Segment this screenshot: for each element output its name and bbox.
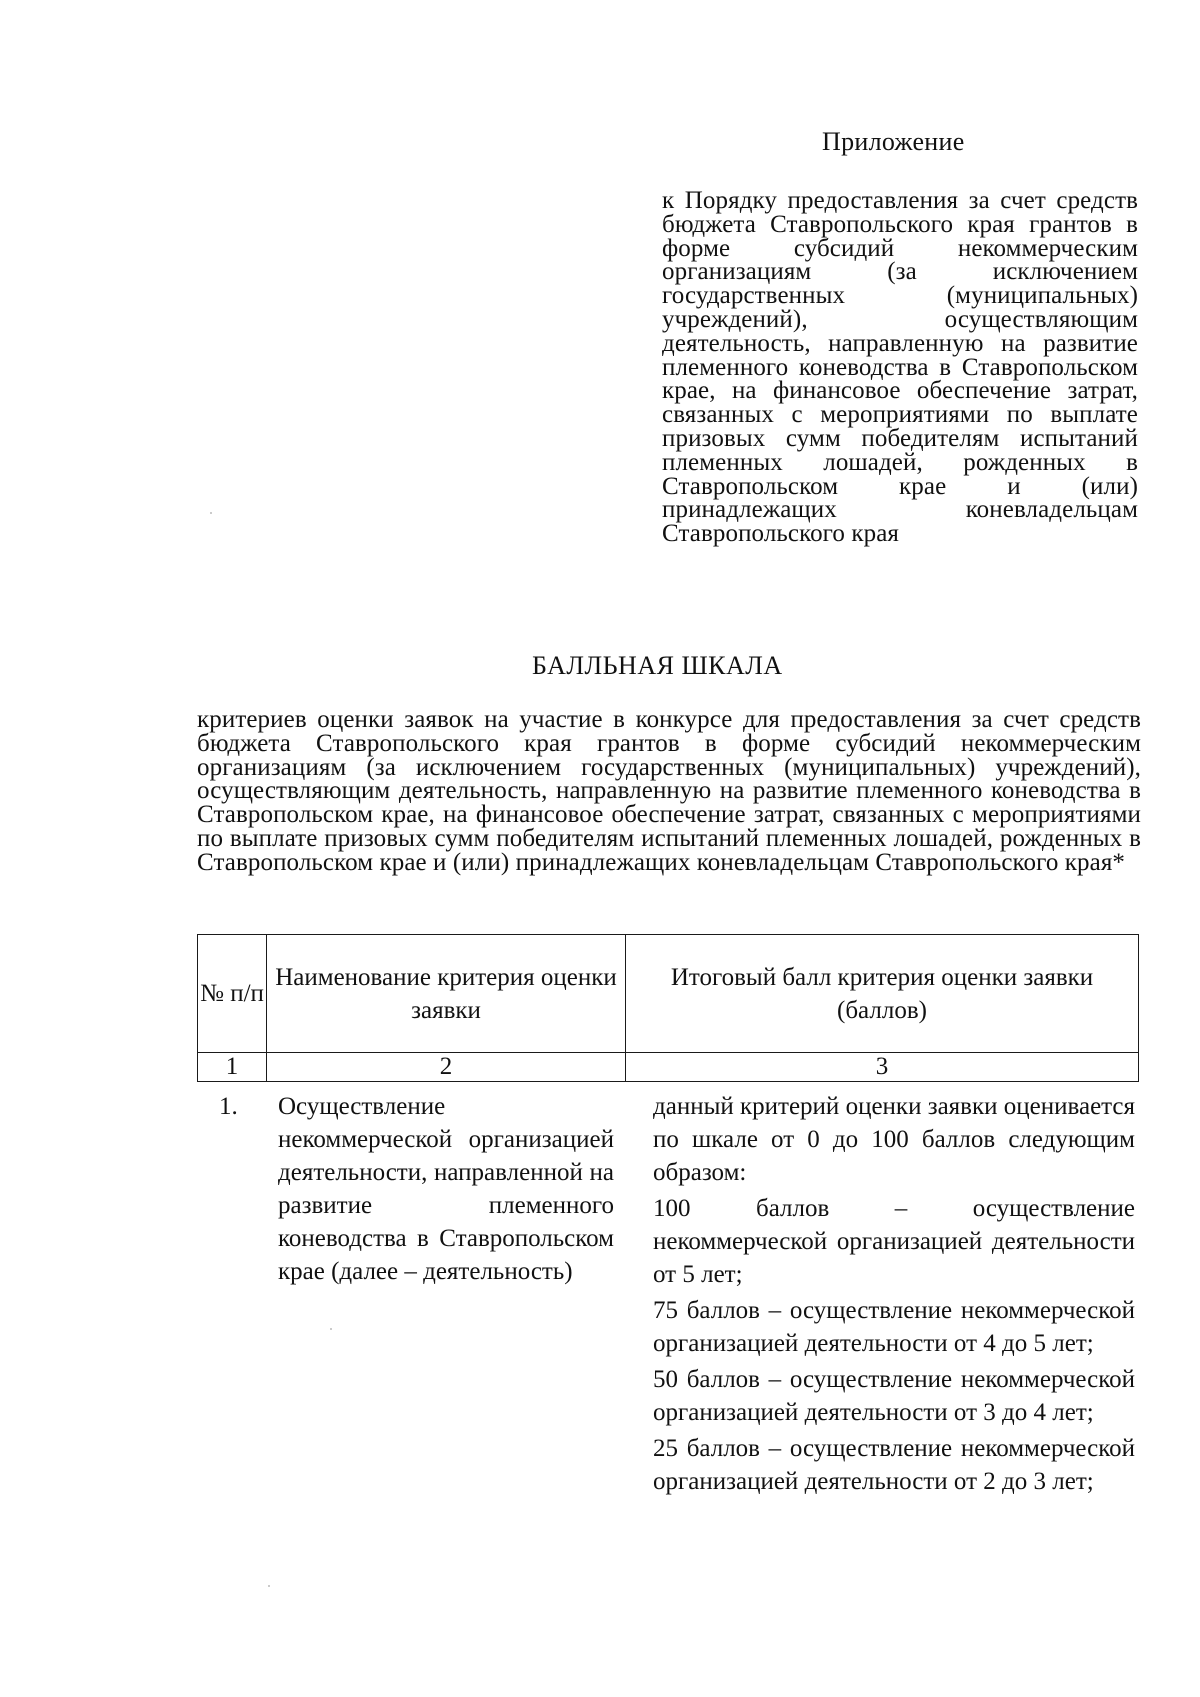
criteria-table-header	[197, 934, 1139, 1082]
scale-description: критериев оценки заявок на участие в конкурсе для предоставления за счет средств бюджета Ставропольского края грантов в форме субсидий некоммерческим организациям (за исключением государственных (муниципальных) учреждений), осуществляющим деятельность, направленную на развитие племенного коневодства в Ставропольском крае, на финансовое обеспечение затрат, связанных с мероприятиями по выплате призовых сумм победителям испытаний племенных лошадей, рожденных в Ставропольском крае и (или) принадлежащих коневладельцам Ставропольского края*	[197, 706, 1141, 876]
scan-speck	[210, 512, 212, 514]
row-number: 1.	[219, 1093, 238, 1120]
header-cell-number: № п/п	[198, 935, 267, 1053]
score-paragraph-intro: данный критерий оценки заявки оценивается по шкале от 0 до 100 баллов следующим образом:	[653, 1093, 1135, 1186]
scale-title: БАЛЛЬНАЯ ШКАЛА	[532, 651, 783, 680]
score-paragraph-50: 50 баллов – осуществление некоммерческой организацией деятельности от 3 до 4 лет;	[653, 1366, 1135, 1426]
table-header-row	[198, 935, 1139, 1053]
appendix-title: Приложение	[822, 127, 965, 156]
row-score-description	[653, 1090, 1135, 1501]
table-column-index-row	[198, 1053, 1139, 1082]
appendix-reference-text: к Порядку предоставления за счет средств бюджета Ставропольского края грантов в форме субсидий некоммерческим организациям (за исключением государственных (муниципальных) учреждений), осуществляющим деятельность, направленную на развитие племенного коневодства в Ставропольском крае, на финансовое обеспечение затрат, связанных с мероприятиями по выплате призовых сумм победителям испытаний племенных лошадей, рожденных в Ставропольском крае и (или) принадлежащих коневладельцам Ставропольского края	[662, 187, 1138, 548]
column-index-2: 2	[267, 1053, 626, 1082]
score-paragraph-75: 75 баллов – осуществление некоммерческой организацией деятельности от 4 до 5 лет;	[653, 1297, 1135, 1357]
row-criterion-name: Осуществление некоммерческой организацией деятельности, направленной на развитие племенного коневодства в Ставропольском крае (далее – деятельность)	[278, 1093, 614, 1285]
header-cell-final-score: Итоговый балл критерия оценки заявки (баллов)	[626, 935, 1139, 1053]
header-cell-criterion-name: Наименование критерия оценки заявки	[267, 935, 626, 1053]
score-paragraph-25: 25 баллов – осуществление некоммерческой организацией деятельности от 2 до 3 лет;	[653, 1435, 1135, 1495]
score-paragraph-100: 100 баллов – осуществление некоммерческой организацией деятельности от 5 лет;	[653, 1195, 1135, 1288]
column-index-3: 3	[626, 1053, 1139, 1082]
scan-speck	[268, 1585, 270, 1587]
scan-speck	[330, 1328, 332, 1330]
column-index-1: 1	[198, 1053, 267, 1082]
